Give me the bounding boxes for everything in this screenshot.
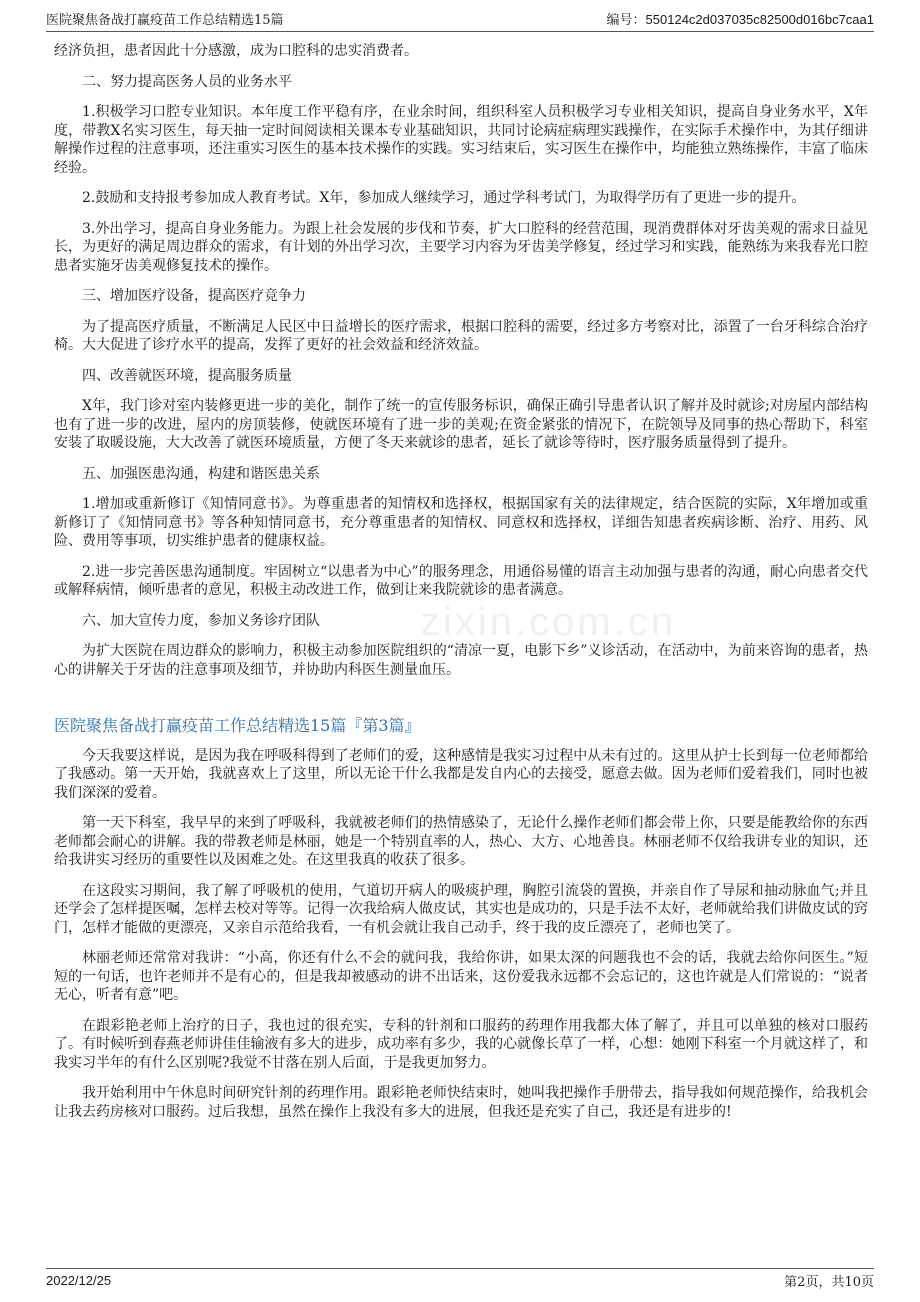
header-code-label: 编号： (606, 13, 646, 28)
paragraph: 2.进一步完善医患沟通制度。牢固树立“以患者为中心”的服务理念，用通俗易懂的语言主动加强与患者的沟通，耐心向患者交代或解释病情，倾听患者的意见，积极主动改进工作，做到让来我院就诊的患者满意。 (54, 563, 868, 598)
subheading: 六、加大宣传力度，参加义务诊疗团队 (82, 612, 320, 629)
subheading: 三、增加医疗设备，提高医疗竞争力 (82, 288, 306, 304)
paragraph: 我开始利用中午休息时间研究针剂的药理作用。跟彩艳老师快结束时，她叫我把操作手册带去，指导我如何规范操作，给我机会让我去药房核对口服药。过后我想，虽然在操作上我没有多大的进展，但我还是充实了自己，我还是有进步的! (54, 1085, 868, 1120)
header-code-value: 550124c2d037035c82500d016bc7caa1 (645, 12, 874, 27)
paragraph: 在这段实习期间，我了解了呼吸机的使用，气道切开病人的吸痰护理，胸腔引流袋的置换，并亲自作了导尿和抽动脉血气;并且还学会了怎样提医嘱，怎样去校对等等。记得一次我给病人做皮试，其实也是成功的，只是手法不太好，老师就给我们讲做皮试的窍门，怎样才能做的更漂亮，又亲自示范给我看，一有机会就让我自己动手，终于我的皮丘漂亮了，老师也笑了。 (54, 882, 868, 936)
section-title: 医院聚焦备战打赢疫苗工作总结精选15篇『第3篇』 (54, 716, 421, 735)
paragraph: 3.外出学习，提高自身业务能力。为跟上社会发展的步伐和节奏，扩大口腔科的经营范围，现消费群体对牙齿美观的需求日益见长，为更好的满足周边群众的需求，有计划的外出学习次，主要学习内容为牙齿美学修复，经过学习和实践，能熟练为来我春光口腔患者实施牙齿美观修复技术的操作。 (54, 220, 868, 274)
page-footer (46, 1268, 874, 1291)
paragraph: 1.增加或重新修订《知情同意书》。为尊重患者的知情权和选择权，根据国家有关的法律规定，结合医院的实际，X年增加或重新修订了《知情同意书》等各种知情同意书，充分尊重患者的知情权、同意权和选择权，详细告知患者疾病诊断、治疗、用药、风险、费用等事项，切实维护患者的健康权益。 (54, 496, 868, 549)
paragraph: 今天我要这样说，是因为我在呼吸科得到了老师们的爱，这种感情是我实习过程中从未有过的。这里从护士长到每一位老师都给了我感动。第一天开始，我就喜欢上了这里，所以无论干什么我都是发自内心的去接受，愿意去做。因为老师们爱着我们，同时也被我们深深的爱着。 (54, 747, 868, 801)
paragraph: 1.积极学习口腔专业知识。本年度工作平稳有序，在业余时间，组织科室人员积极学习专业相关知识，提高自身业务水平，X年度，带教X名实习医生，每天抽一定时间阅读相关课本专业基础知识，共同讨论病症病理实践操作，在实际手术操作中，为其仔细讲解操作过程的注意事项，还注重实习医生的基本技术操作的实践。实习结束后，实习医生在操作中，均能独立熟练操作，丰富了临床经验。 (54, 104, 868, 176)
subheading: 二、努力提高医务人员的业务水平 (82, 73, 292, 90)
footer-date: 2022/12/25 (46, 1272, 112, 1288)
paragraph: 为了提高医疗质量，不断满足人民区中日益增长的医疗需求，根据口腔科的需要，经过多方考察对比，添置了一台牙科综合治疗椅。大大促进了诊疗水平的提高，发挥了更好的社会效益和经济效益。 (54, 318, 868, 353)
paragraph: 在跟彩艳老师上治疗的日子，我也过的很充实，专科的针剂和口服药的药理作用我都大体了解了，并且可以单独的核对口服药了。有时候听到春燕老师讲佳佳输液有多大的进步，成功率有多少，我的心就像长草了一样，心想：她刚下科室一个月就这样了，和我实习半年的有什么区别呢?我觉不甘落在别人后面，于是我更加努力。 (54, 1017, 868, 1071)
watermark: zixin.com.cn (420, 600, 677, 644)
paragraph: 第一天下科室，我早早的来到了呼吸科，我就被老师们的热情感染了，无论什么操作老师们都会带上你，只要是能教给你的东西老师都会耐心的讲解。我的带教老师是林丽，她是一个特别直率的人，热心、大方、心地善良。林丽老师不仅给我讲专业的知识，还给我讲实习经历的重要性以及困难之处。在这里我真的收获了很多。 (54, 815, 868, 868)
paragraph: X年，我门诊对室内装修更进一步的美化，制作了统一的宣传服务标识，确保正确引导患者认识了解并及时就诊;对房屋内部结构也有了进一步的改进，屋内的房顶装修，使就医环境有了进一步的美观;在资金紧张的情况下，在院领导及同事的热心帮助下，科室安装了取暖设施，大大改善了就医环境质量，方便了冬天来就诊的患者，延长了就诊等待时，医疗服务质量得到了提升。 (54, 398, 868, 451)
document-body (54, 42, 868, 1121)
subheading: 四、改善就医环境，提高服务质量 (82, 367, 292, 384)
footer-page-number: 第2页，共10页 (784, 1274, 874, 1290)
subheading: 五、加强医患沟通，构建和谐医患关系 (82, 465, 320, 482)
header-doc-title: 医院聚焦备战打赢疫苗工作总结精选15篇 (46, 13, 284, 28)
header-code (607, 9, 874, 28)
paragraph: 为扩大医院在周边群众的影响力，积极主动参加医院组织的“清凉一夏，电影下乡”义诊活动，在活动中，为前来咨询的患者，热心的讲解关于牙齿的注意事项及细节，并协助内科医生测量血压。 (54, 643, 868, 678)
page-header (46, 6, 874, 32)
paragraph: 经济负担，患者因此十分感激，成为口腔科的忠实消费者。 (54, 43, 418, 59)
paragraph: 林丽老师还常常对我讲：“小高，你还有什么不会的就问我，我给你讲，如果太深的问题我也不会的话，我就去给你问医生。”短短的一句话，也许老师并不是有心的，但是我却被感动的讲不出话来，这份爱我永远都不会忘记的，这也许就是人们常说的：“说者无心，听者有意”吧。 (54, 950, 868, 1003)
paragraph: 2.鼓励和支持报考参加成人教育考试。X年，参加成人继续学习，通过学科考试门，为取得学历有了更进一步的提升。 (82, 190, 806, 206)
